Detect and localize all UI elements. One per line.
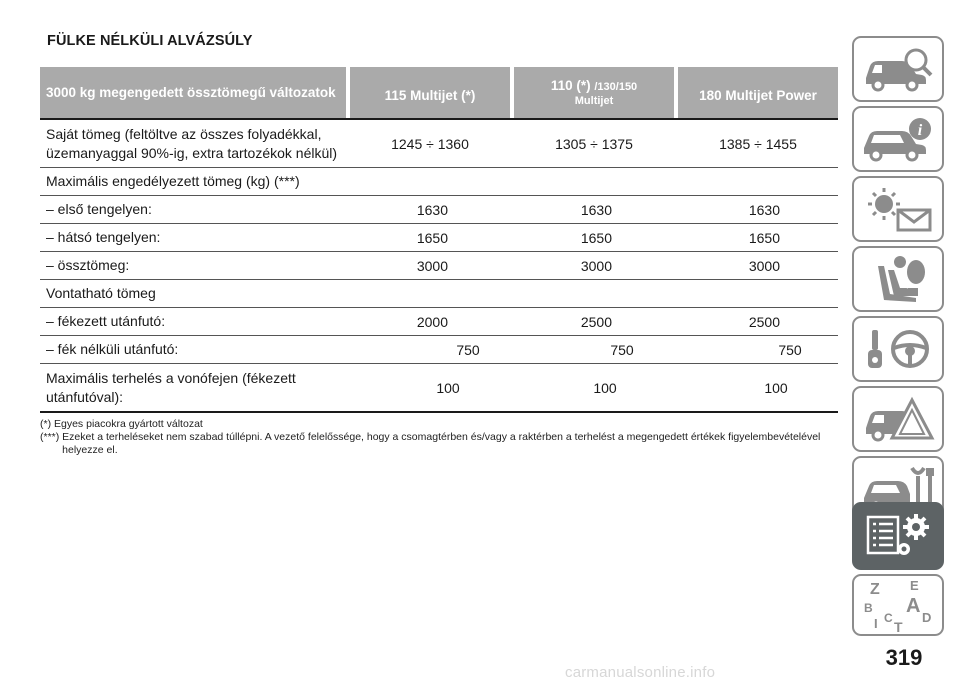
svg-text:B: B — [864, 601, 873, 615]
table-row — [40, 168, 838, 196]
table-header — [40, 67, 838, 120]
row-label: Maximális engedélyezett tömeg (kg) (***) — [46, 173, 300, 189]
row-label: – fékezett utánfutó: — [46, 313, 166, 329]
footnotes — [40, 418, 840, 457]
car-search-icon — [860, 44, 936, 94]
table-row — [40, 336, 838, 364]
cell-110: 750 — [610, 341, 634, 358]
tab-warning-lights[interactable] — [852, 176, 944, 242]
cell-180: 1385 ÷ 1455 — [719, 135, 797, 152]
cell-115: 750 — [456, 341, 480, 358]
tab-in-an-emergency[interactable] — [852, 386, 944, 452]
cell-115: 1245 ÷ 1360 — [391, 135, 469, 152]
cell-180: 3000 — [748, 257, 780, 274]
cell-110: 1305 ÷ 1375 — [555, 135, 633, 152]
key-steering-wheel-icon — [860, 324, 936, 374]
car-breakdown-icon — [860, 394, 936, 444]
cell-110: 1630 — [580, 201, 612, 218]
header-col-versions: 3000 kg megengedett össztömegű változatok — [40, 67, 346, 118]
cell-180: 2500 — [748, 313, 780, 330]
footnote: (***) Ezeket a terheléseket nem szabad túllépni. A vezető felelőssége, hogy a csomagtérben és/vagy a raktérben a terhelést a megengedett értékek figyelembevételével helyezze el. — [40, 431, 821, 456]
svg-text:A: A — [906, 595, 921, 617]
cell-180: 1650 — [748, 229, 780, 246]
page-number: 319 — [885, 645, 923, 670]
table-row — [40, 224, 838, 252]
cell-180: 750 — [778, 341, 802, 358]
watermark: carmanualsonline.info — [565, 664, 716, 681]
header-col-115-multijet: 115 Multijet (*) — [350, 67, 510, 118]
row-label: – fék nélküli utánfutó: — [46, 341, 179, 357]
tab-technical-data[interactable] — [852, 502, 944, 570]
tab-starting-and-driving[interactable] — [852, 316, 944, 382]
cell-180: 1630 — [748, 201, 780, 218]
row-label: Saját tömeg (feltöltve az összes folyadékkal, üzemanyaggal 90%-ig, extra tartozékok nélkül) — [46, 125, 338, 161]
cell-180: 100 — [764, 379, 788, 396]
alphabetical-index-icon — [860, 578, 936, 632]
cell-115: 1650 — [416, 229, 448, 246]
tab-vehicle-information[interactable] — [852, 106, 944, 172]
table-row — [40, 196, 838, 224]
tab-knowing-the-car[interactable] — [852, 36, 944, 102]
airbag-seat-icon — [860, 254, 936, 304]
svg-text:Z: Z — [870, 581, 880, 598]
svg-text:D: D — [922, 610, 932, 625]
svg-text:i: i — [917, 122, 923, 139]
header-col-180-multijet-power: 180 Multijet Power — [678, 67, 838, 118]
warning-lights-mail-icon — [860, 184, 936, 234]
row-label: – össztömeg: — [46, 257, 130, 273]
row-label: Vontatható tömeg — [46, 285, 156, 301]
cell-115: 1630 — [416, 201, 448, 218]
cell-110: 100 — [593, 379, 617, 396]
cell-115: 100 — [436, 379, 460, 396]
table-row — [40, 252, 838, 280]
table-row — [40, 364, 838, 413]
tab-index[interactable] — [852, 574, 944, 636]
section-title: FÜLKE NÉLKÜLI ALVÁZSÚLY — [47, 33, 253, 49]
svg-text:C: C — [884, 611, 893, 625]
svg-text:E: E — [910, 578, 919, 593]
table-row — [40, 120, 838, 168]
footnote: (*) Egyes piacokra gyártott változat — [40, 418, 203, 430]
car-info-icon — [860, 114, 936, 164]
cell-110: 3000 — [580, 257, 612, 274]
technical-data-icon — [860, 509, 936, 563]
svg-text:T: T — [894, 619, 903, 632]
cell-115: 2000 — [416, 313, 448, 330]
cell-115: 3000 — [416, 257, 448, 274]
svg-text:I: I — [874, 616, 878, 631]
table-row — [40, 308, 838, 336]
cell-110: 2500 — [580, 313, 612, 330]
tab-safety[interactable] — [852, 246, 944, 312]
chassis-weight-table — [40, 67, 838, 413]
header-col-110-130-150-multijet: 110 (*) /130/150 Multijet — [514, 67, 674, 118]
row-label: – hátsó tengelyen: — [46, 229, 161, 245]
row-label: Maximális terhelés a vonófejen (fékezett utánfutóval): — [46, 369, 296, 405]
cell-110: 1650 — [580, 229, 612, 246]
table-row — [40, 280, 838, 308]
row-label: – első tengelyen: — [46, 201, 152, 217]
